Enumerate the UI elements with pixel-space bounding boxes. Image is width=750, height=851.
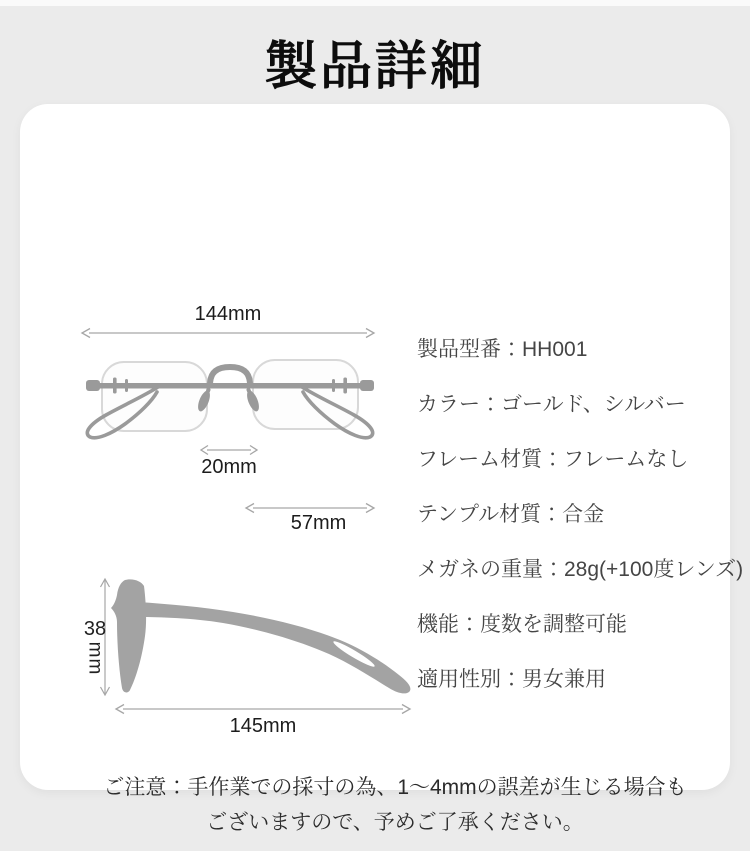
spec-value: 度数を調整可能 bbox=[480, 613, 627, 636]
measurement-disclaimer bbox=[40, 770, 750, 840]
lens-height-unit: mm bbox=[84, 641, 106, 676]
dimension-label-lens-width: 57mm bbox=[290, 512, 347, 534]
spec-value: 合金 bbox=[562, 503, 605, 526]
spec-value: ゴールド、シルバー bbox=[501, 393, 686, 416]
spec-value: フレームなし bbox=[563, 448, 689, 471]
lens-height-value: 38 bbox=[83, 618, 107, 640]
spec-label: 機能 bbox=[417, 613, 459, 636]
side-lens bbox=[111, 579, 146, 692]
spec-label: テンプル材質 bbox=[417, 503, 542, 526]
glasses-front-view-illustration bbox=[70, 354, 410, 449]
spec-row-frame-material bbox=[417, 447, 747, 472]
spec-row-temple-material bbox=[417, 502, 747, 527]
spec-row-function bbox=[417, 612, 747, 637]
disclaimer-line-2: ございますので、予めご了承ください。 bbox=[206, 811, 584, 834]
spec-colon: ： bbox=[541, 503, 563, 526]
spec-value: HH001 bbox=[522, 338, 588, 361]
spec-colon: ： bbox=[480, 393, 501, 416]
spec-value: 28g(+100度レンズ) bbox=[564, 558, 744, 581]
spec-label: フレーム材質 bbox=[417, 448, 543, 471]
spec-row-gender bbox=[417, 667, 747, 692]
spec-colon: ： bbox=[543, 558, 564, 581]
spec-colon: ： bbox=[501, 668, 522, 691]
dimension-arrow-total-width bbox=[80, 326, 376, 340]
disclaimer-line-1: ご注意：手作業での採寸の為、1～4mmの誤差が生じる場合も bbox=[103, 776, 687, 799]
glasses-side-view-illustration bbox=[108, 572, 420, 702]
spec-row-model bbox=[417, 337, 747, 362]
dimension-label-temple-length: 145mm bbox=[229, 715, 297, 737]
dimension-arrow-temple-length bbox=[114, 702, 412, 716]
dimension-label-total-width: 144mm bbox=[194, 303, 262, 325]
top-edge-strip bbox=[0, 0, 750, 6]
page-title: 製品詳細 bbox=[264, 38, 485, 96]
side-temple-arm bbox=[138, 602, 410, 693]
dimension-label-bridge-width: 20mm bbox=[201, 456, 257, 478]
dimension-arrow-bridge-width bbox=[199, 443, 259, 457]
spec-label: カラー bbox=[417, 393, 480, 416]
spec-value: 男女兼用 bbox=[522, 668, 606, 691]
spec-row-color bbox=[417, 392, 747, 417]
spec-colon: ： bbox=[459, 613, 480, 636]
bridge bbox=[210, 367, 250, 385]
spec-colon: ： bbox=[542, 448, 564, 471]
product-detail-card bbox=[20, 104, 744, 834]
spec-colon: ： bbox=[501, 338, 522, 361]
spec-row-weight bbox=[417, 557, 747, 582]
spec-label: 適用性別 bbox=[417, 668, 501, 691]
spec-label: メガネの重量 bbox=[417, 558, 543, 581]
spec-label: 製品型番 bbox=[417, 338, 501, 361]
spec-list bbox=[417, 337, 747, 722]
